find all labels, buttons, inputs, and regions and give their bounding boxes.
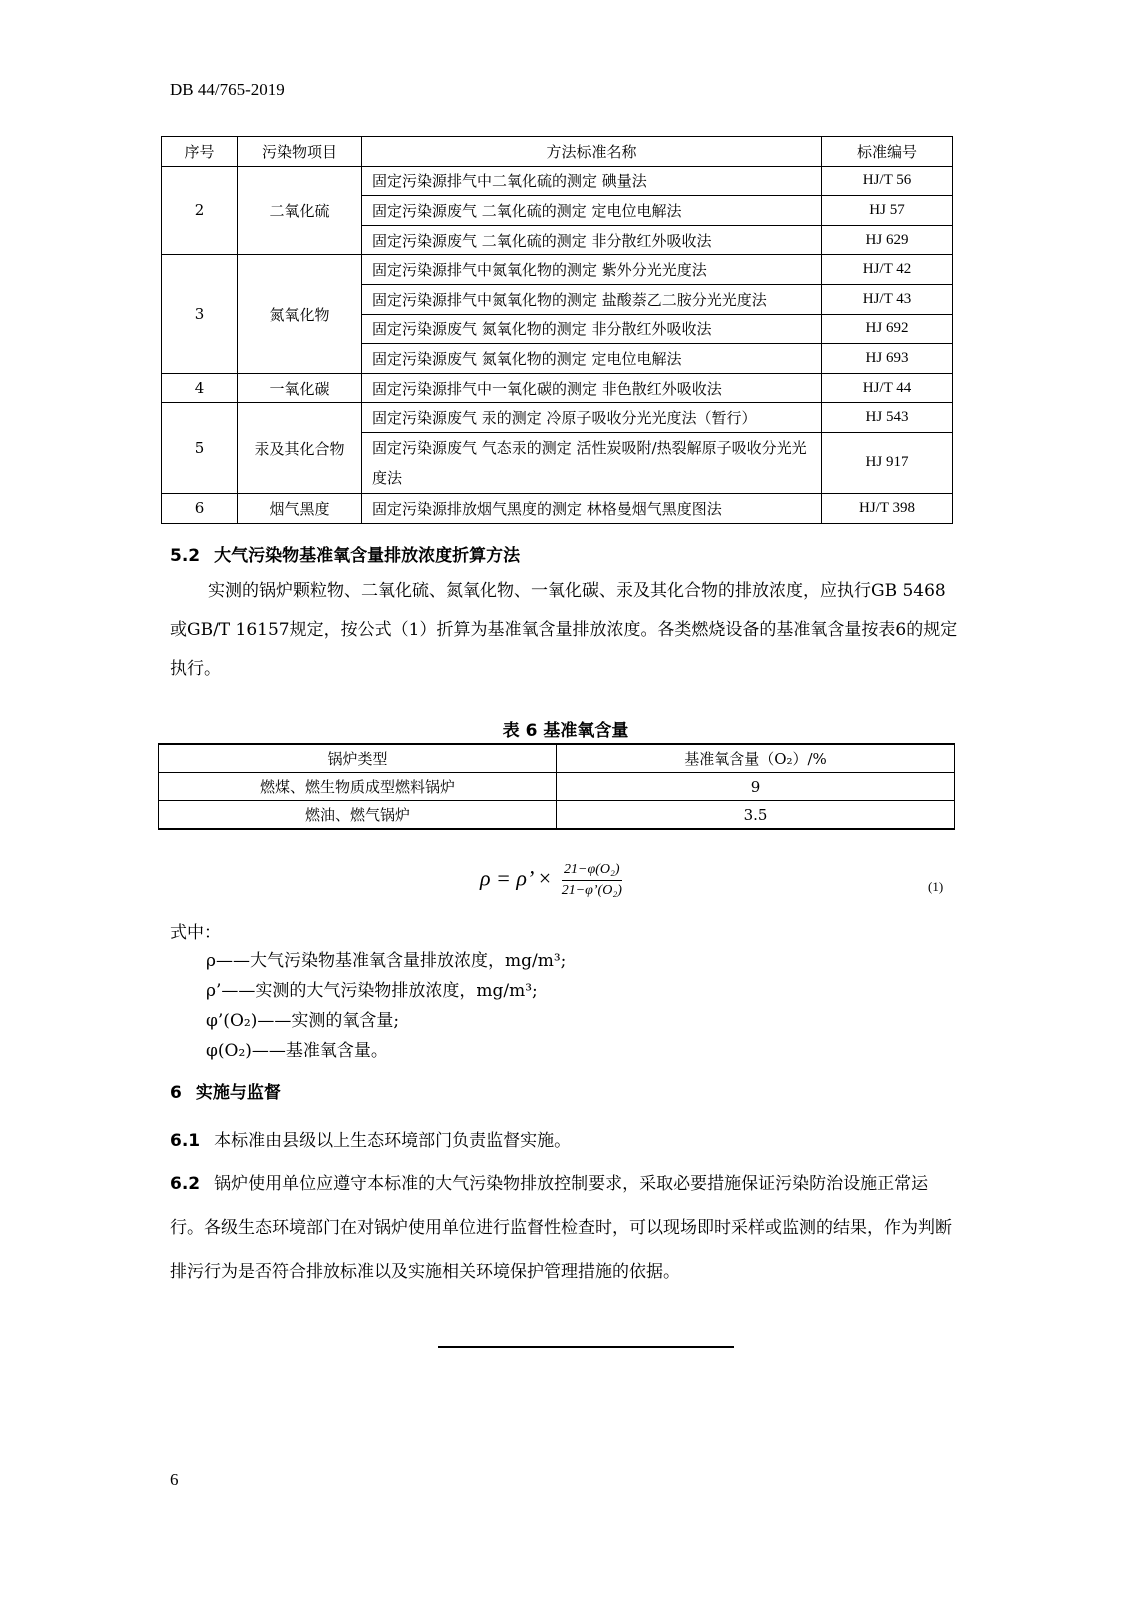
method-name: 固定污染源废气 二氧化硫的测定 定电位电解法	[362, 196, 822, 226]
table-6-caption: 表 6 基准氧含量	[502, 721, 629, 741]
methods-table	[161, 136, 953, 524]
standard-code: HJ/T 43	[822, 284, 953, 314]
standard-code: HJ 692	[822, 314, 953, 344]
pollutant-name: 汞及其化合物	[238, 403, 362, 494]
table-row	[162, 373, 953, 403]
standard-code: HJ/T 42	[822, 255, 953, 285]
boiler-type: 燃油、燃气锅炉	[159, 801, 557, 830]
formula-lhs: ρ = ρ’ ×	[480, 865, 553, 891]
standard-code: HJ 693	[822, 344, 953, 374]
table-row	[159, 773, 955, 801]
header-standard-code: 标准编号	[822, 137, 953, 167]
definition-item: φ’(O₂)——实测的氧含量;	[206, 1011, 400, 1031]
method-name: 固定污染源排气中氮氧化物的测定 紫外分光光度法	[362, 255, 822, 285]
oxygen-content-table	[158, 743, 955, 830]
pollutant-name: 氮氧化物	[238, 255, 362, 373]
oxygen-value: 3.5	[557, 801, 955, 830]
section-title: 实施与监督	[195, 1083, 281, 1103]
section-6-heading	[170, 1078, 281, 1103]
header-boiler-type: 锅炉类型	[159, 744, 557, 773]
method-name: 固定污染源排气中二氧化硫的测定 碘量法	[362, 166, 822, 196]
header-method: 方法标准名称	[362, 137, 822, 167]
section-6-1-paragraph	[170, 1122, 960, 1161]
equation-number: (1)	[928, 879, 944, 894]
section-5-2-heading	[170, 541, 520, 566]
table-row	[159, 801, 955, 830]
definition-item: ρ——大气污染物基准氧含量排放浓度，mg/m³;	[206, 951, 567, 971]
header-number: 序号	[162, 137, 238, 167]
row-number: 5	[162, 403, 238, 494]
oxygen-value: 9	[557, 773, 955, 801]
row-number: 6	[162, 493, 238, 523]
header-oxygen-content: 基准氧含量（O₂）/%	[557, 744, 955, 773]
definition-item: φ(O₂)——基准氧含量。	[206, 1041, 388, 1061]
pollutant-name: 烟气黑度	[238, 493, 362, 523]
method-name: 固定污染源废气 气态汞的测定 活性炭吸附/热裂解原子吸收分光光度法	[362, 432, 822, 493]
standard-code: HJ/T 398	[822, 493, 953, 523]
standard-code: HJ/T 56	[822, 166, 953, 196]
table-row	[162, 403, 953, 433]
standard-code: HJ 917	[822, 432, 953, 493]
method-name: 固定污染源废气 汞的测定 冷原子吸收分光光度法（暂行）	[362, 403, 822, 433]
document-code: DB 44/765-2019	[170, 80, 285, 99]
method-name: 固定污染源废气 氮氧化物的测定 非分散红外吸收法	[362, 314, 822, 344]
method-name: 固定污染源废气 氮氧化物的测定 定电位电解法	[362, 344, 822, 374]
formula-denominator: 21−φ’(O₂)	[561, 883, 622, 898]
boiler-type: 燃煤、燃生物质成型燃料锅炉	[159, 773, 557, 801]
section-text: 锅炉使用单位应遵守本标准的大气污染物排放控制要求，采取必要措施保证污染防治设施正常运行。各级生态环境部门在对锅炉使用单位进行监督性检查时，可以现场即时采样或监测的结果，作为判断排污行为是否符合排放标准以及实施相关环境保护管理措施的依据。	[170, 1174, 952, 1282]
method-name: 固定污染源排气中氮氧化物的测定 盐酸萘乙二胺分光光度法	[362, 284, 822, 314]
standard-code: HJ/T 44	[822, 373, 953, 403]
where-label: 式中：	[170, 923, 221, 943]
row-number: 4	[162, 373, 238, 403]
section-title: 大气污染物基准氧含量排放浓度折算方法	[214, 546, 521, 566]
conversion-formula	[480, 862, 622, 899]
table-header-row	[162, 137, 953, 167]
end-rule	[438, 1346, 734, 1348]
row-number: 2	[162, 166, 238, 255]
standard-code: HJ 543	[822, 403, 953, 433]
section-number: 6.2	[170, 1174, 201, 1194]
section-number: 6	[170, 1083, 182, 1103]
table-row	[162, 166, 953, 196]
table-row	[162, 255, 953, 285]
page-number: 6	[170, 1470, 179, 1489]
standard-code: HJ 57	[822, 196, 953, 226]
formula-fraction	[562, 862, 622, 899]
formula-numerator: 21−φ(O₂)	[562, 862, 622, 881]
section-6-2-paragraph	[170, 1162, 960, 1294]
pollutant-name: 一氧化碳	[238, 373, 362, 403]
table-row	[162, 493, 953, 523]
pollutant-name: 二氧化硫	[238, 166, 362, 255]
section-text: 本标准由县级以上生态环境部门负责监督实施。	[214, 1131, 572, 1151]
section-number: 6.1	[170, 1131, 201, 1151]
table-header-row	[159, 744, 955, 773]
row-number: 3	[162, 255, 238, 373]
method-name: 固定污染源排气中一氧化碳的测定 非色散红外吸收法	[362, 373, 822, 403]
standard-code: HJ 629	[822, 225, 953, 255]
method-name: 固定污染源排放烟气黑度的测定 林格曼烟气黑度图法	[362, 493, 822, 523]
section-5-2-paragraph: 实测的锅炉颗粒物、二氧化硫、氮氧化物、一氧化碳、汞及其化合物的排放浓度，应执行GB 5468或GB/T 16157规定，按公式（1）折算为基准氧含量排放浓度。各类燃烧设备的基准氧含量按表6的规定执行。	[170, 581, 958, 679]
section-number: 5.2	[170, 546, 201, 566]
header-pollutant: 污染物项目	[238, 137, 362, 167]
method-name: 固定污染源废气 二氧化硫的测定 非分散红外吸收法	[362, 225, 822, 255]
definition-item: ρ’——实测的大气污染物排放浓度，mg/m³;	[206, 981, 538, 1001]
